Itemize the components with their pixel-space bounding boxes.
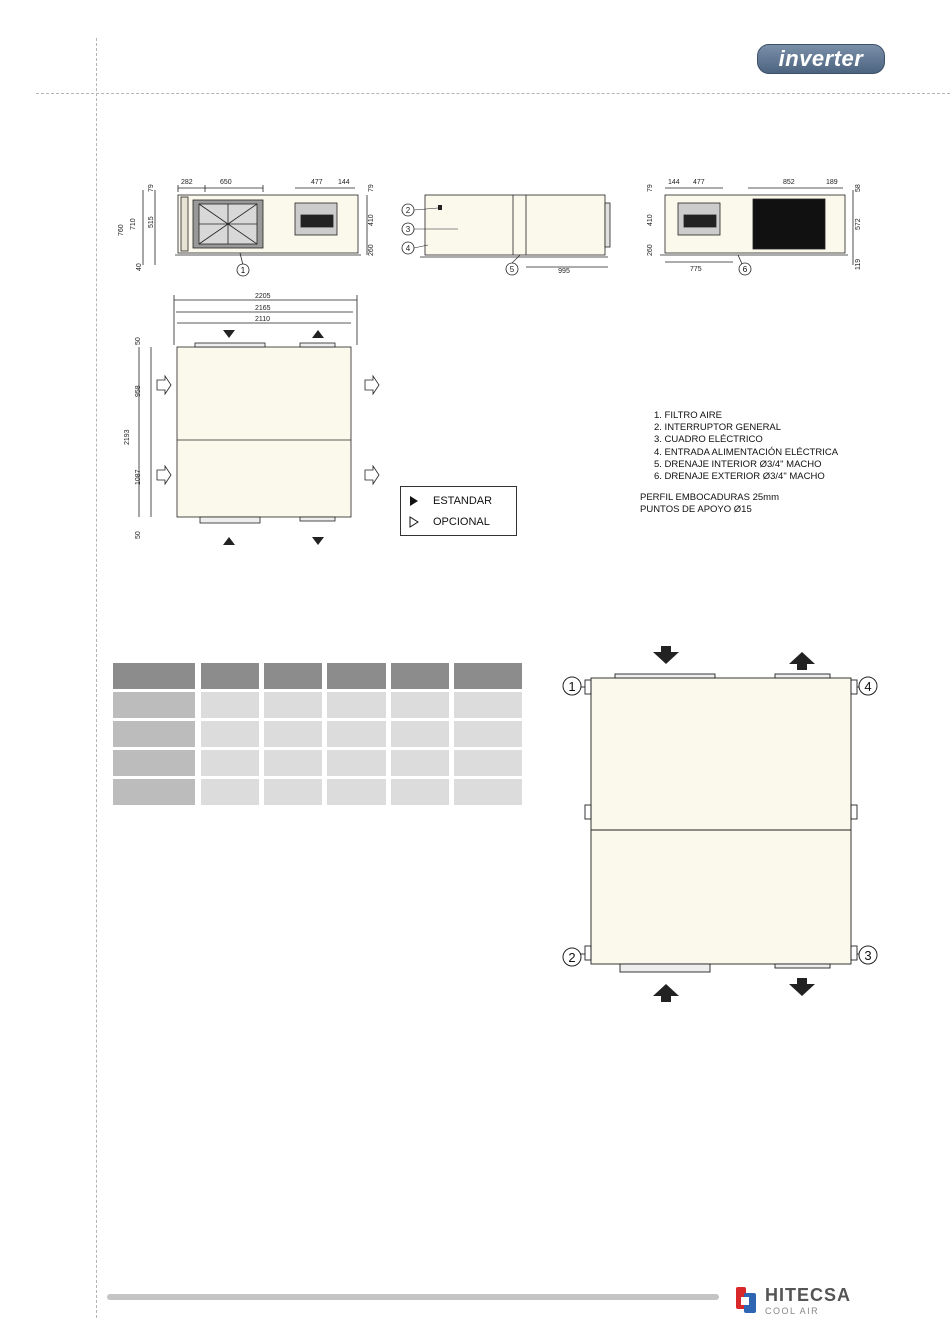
dim-40: 40 [136, 263, 143, 271]
dim-79-rear: 79 [647, 184, 654, 192]
dim-2165: 2165 [255, 305, 271, 312]
table-row-header [113, 779, 195, 805]
table-row-header [113, 750, 195, 776]
top-view-drawing [115, 285, 390, 560]
table-cell [454, 779, 522, 805]
dim-515: 515 [148, 216, 155, 228]
dim-282: 282 [181, 179, 193, 186]
rear-view-drawing [638, 170, 878, 280]
callout-6-label: 6 [742, 265, 748, 274]
dim-189: 189 [826, 179, 838, 186]
hitecsa-logo-icon [735, 1285, 761, 1315]
table-cell [327, 692, 386, 718]
margin-line [96, 38, 97, 1318]
table-row-header [113, 721, 195, 747]
dim-710: 710 [130, 218, 137, 230]
table-cell [327, 750, 386, 776]
dim-760: 760 [118, 224, 125, 236]
optional-arrow-icon [409, 516, 419, 528]
dim-477-rear: 477 [693, 179, 705, 186]
dim-572: 572 [855, 218, 862, 230]
dim-2193: 2193 [124, 429, 131, 445]
note-item: PUNTOS DE APOYO Ø15 [640, 503, 752, 515]
part-item: 3. CUADRO ELÉCTRICO [654, 434, 763, 446]
table-cell [264, 721, 322, 747]
note-item: PERFIL EMBOCADURAS 25mm [640, 492, 780, 503]
footer-rule [107, 1294, 719, 1300]
table-header-cell [391, 663, 449, 689]
table-cell [391, 721, 449, 747]
table-cell [201, 721, 259, 747]
parts-list [654, 410, 838, 483]
table-header-cell [454, 663, 522, 689]
table-cell [454, 750, 522, 776]
table-row-header [113, 692, 195, 718]
dim-477: 477 [311, 179, 323, 186]
callout-5-label: 5 [509, 265, 515, 274]
inverter-badge: inverter [757, 44, 885, 74]
dim-410-rear: 410 [647, 214, 654, 226]
dim-79-right: 79 [368, 184, 375, 192]
dim-410: 410 [368, 214, 375, 226]
dim-650: 650 [220, 179, 232, 186]
table-cell [201, 779, 259, 805]
key-optional-label: OPCIONAL [433, 516, 490, 528]
part-item: 2. INTERRUPTOR GENERAL [654, 422, 782, 434]
dim-1087: 1087 [135, 469, 142, 485]
hitecsa-logo [735, 1283, 885, 1323]
key-standard-label: ESTANDAR [433, 495, 493, 507]
table-cell [264, 692, 322, 718]
dim-50-top: 50 [135, 337, 142, 345]
support-points-drawing [555, 640, 885, 1010]
table-header-cell [327, 663, 386, 689]
arrow-key-legend [400, 486, 517, 536]
support-point-3-label: 3 [864, 948, 872, 963]
support-point-2-label: 2 [568, 950, 576, 965]
dim-79-left: 79 [148, 184, 155, 192]
part-item: 1. FILTRO AIRE [654, 410, 722, 421]
callout-4-label: 4 [405, 244, 411, 253]
dim-119: 119 [855, 258, 862, 270]
part-item: 4. ENTRADA ALIMENTACIÓN ELÉCTRICA [654, 446, 839, 458]
table-header-cell [113, 663, 195, 689]
dim-144: 144 [338, 179, 350, 186]
dim-50-bottom: 50 [135, 531, 142, 539]
dim-260-rear: 260 [647, 244, 654, 256]
dim-958: 958 [135, 385, 142, 397]
table-cell [264, 750, 322, 776]
table-cell [264, 779, 322, 805]
table-cell [327, 721, 386, 747]
table-cell [201, 692, 259, 718]
dim-2205: 2205 [255, 293, 271, 300]
dim-995: 995 [558, 268, 570, 275]
dim-58: 58 [855, 184, 862, 192]
standard-arrow-icon [409, 495, 419, 507]
side-view-drawing [398, 185, 628, 280]
callout-3-label: 3 [405, 225, 411, 234]
dim-852: 852 [783, 179, 795, 186]
logo-tagline: COOL AIR [765, 1306, 820, 1316]
table-cell [327, 779, 386, 805]
header-rule [36, 93, 950, 94]
table-cell [391, 692, 449, 718]
dim-775: 775 [690, 266, 702, 273]
dim-144-rear: 144 [668, 179, 680, 186]
table-cell [454, 692, 522, 718]
table-header-cell [264, 663, 322, 689]
table-cell [391, 779, 449, 805]
part-item: 5. DRENAJE INTERIOR Ø3/4" MACHO [654, 458, 822, 470]
logo-brand: HITECSA [765, 1285, 852, 1305]
support-point-4-label: 4 [864, 679, 872, 694]
table-cell [454, 721, 522, 747]
callout-1-label: 1 [240, 266, 246, 275]
table-header-cell [201, 663, 259, 689]
dim-2110: 2110 [255, 316, 271, 323]
support-point-1-label: 1 [568, 679, 576, 694]
notes [640, 492, 779, 516]
callout-2-label: 2 [405, 206, 411, 215]
table-cell [201, 750, 259, 776]
front-view-drawing [115, 170, 380, 280]
table-cell [391, 750, 449, 776]
dim-260: 260 [368, 244, 375, 256]
part-item: 6. DRENAJE EXTERIOR Ø3/4" MACHO [654, 471, 825, 483]
